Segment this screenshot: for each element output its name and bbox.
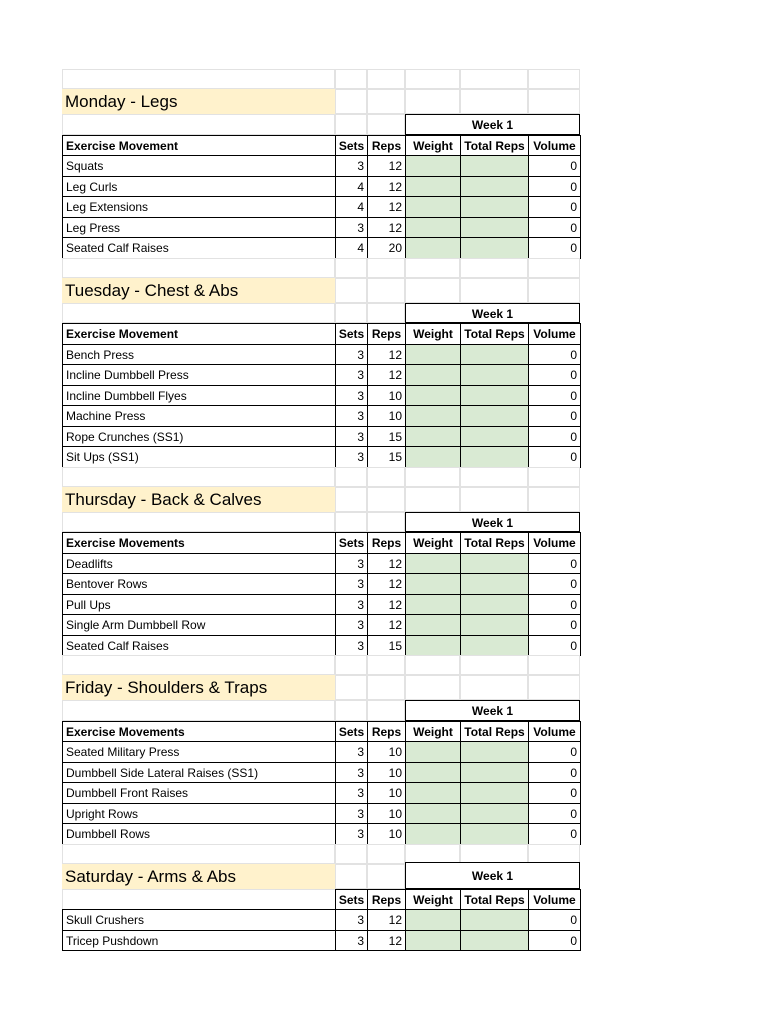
empty-cell[interactable] <box>460 675 528 700</box>
section-title: Friday - Shoulders & Traps <box>62 675 335 700</box>
total-reps-input-cell[interactable] <box>460 823 529 845</box>
total-reps-input-cell[interactable] <box>460 930 529 952</box>
empty-cell[interactable] <box>335 675 367 700</box>
reps-cell[interactable]: 15 <box>367 446 406 468</box>
column-header: Volume <box>528 721 581 743</box>
reps-cell[interactable]: 15 <box>367 635 406 657</box>
week-label: Week 1 <box>405 114 580 135</box>
weight-input-cell[interactable] <box>405 364 461 386</box>
empty-cell[interactable] <box>335 114 367 135</box>
weight-input-cell[interactable] <box>405 803 461 825</box>
weight-input-cell[interactable] <box>405 344 461 366</box>
reps-cell[interactable]: 10 <box>367 782 406 804</box>
sets-cell[interactable]: 3 <box>335 405 368 427</box>
exercise-cell[interactable]: Tricep Pushdown <box>62 930 336 952</box>
reps-cell[interactable]: 12 <box>367 155 406 177</box>
empty-cell[interactable] <box>62 655 335 675</box>
empty-cell[interactable] <box>460 655 528 675</box>
volume-cell[interactable]: 0 <box>528 930 581 952</box>
exercise-cell[interactable]: Upright Rows <box>62 803 336 825</box>
weight-input-cell[interactable] <box>405 426 461 448</box>
volume-cell[interactable]: 0 <box>528 237 581 259</box>
empty-cell[interactable] <box>528 487 580 512</box>
exercise-cell[interactable]: Bentover Rows <box>62 573 336 595</box>
empty-cell[interactable] <box>405 675 460 700</box>
exercise-cell[interactable]: Skull Crushers <box>62 909 336 931</box>
volume-cell[interactable]: 0 <box>528 553 581 575</box>
column-header: Exercise Movement <box>62 135 336 157</box>
sets-cell[interactable]: 3 <box>335 782 368 804</box>
empty-cell[interactable] <box>62 114 335 135</box>
empty-cell[interactable] <box>367 303 405 324</box>
column-header: Weight <box>405 323 461 345</box>
exercise-cell[interactable]: Dumbbell Side Lateral Raises (SS1) <box>62 762 336 784</box>
empty-cell[interactable] <box>62 303 335 324</box>
empty-cell[interactable] <box>335 487 367 512</box>
reps-cell[interactable]: 20 <box>367 237 406 259</box>
empty-cell[interactable] <box>335 655 367 675</box>
weight-input-cell[interactable] <box>405 446 461 468</box>
total-reps-input-cell[interactable] <box>460 344 529 366</box>
empty-cell[interactable] <box>335 844 367 864</box>
sets-cell[interactable]: 3 <box>335 594 368 616</box>
empty-cell[interactable] <box>405 258 460 278</box>
empty-cell[interactable] <box>62 700 335 721</box>
volume-cell[interactable]: 0 <box>528 741 581 763</box>
empty-cell[interactable] <box>460 258 528 278</box>
empty-cell[interactable] <box>528 278 580 303</box>
total-reps-input-cell[interactable] <box>460 635 529 657</box>
weight-input-cell[interactable] <box>405 762 461 784</box>
empty-cell[interactable] <box>335 69 367 89</box>
empty-cell[interactable] <box>62 844 335 864</box>
weight-input-cell[interactable] <box>405 909 461 931</box>
weight-input-cell[interactable] <box>405 614 461 636</box>
reps-cell[interactable]: 12 <box>367 930 406 952</box>
column-header: Exercise Movements <box>62 532 336 554</box>
volume-cell[interactable]: 0 <box>528 405 581 427</box>
total-reps-input-cell[interactable] <box>460 782 529 804</box>
volume-cell[interactable]: 0 <box>528 635 581 657</box>
weight-input-cell[interactable] <box>405 237 461 259</box>
sets-cell[interactable]: 3 <box>335 446 368 468</box>
empty-cell[interactable] <box>335 467 367 487</box>
exercise-cell[interactable]: Sit Ups (SS1) <box>62 446 336 468</box>
weight-input-cell[interactable] <box>405 385 461 407</box>
weight-input-cell[interactable] <box>405 782 461 804</box>
empty-cell[interactable] <box>335 258 367 278</box>
total-reps-input-cell[interactable] <box>460 196 529 218</box>
empty-cell[interactable] <box>335 512 367 533</box>
column-header: Total Reps <box>460 721 529 743</box>
empty-cell[interactable] <box>405 487 460 512</box>
reps-cell[interactable]: 10 <box>367 803 406 825</box>
empty-cell[interactable] <box>528 258 580 278</box>
weight-input-cell[interactable] <box>405 176 461 198</box>
empty-cell[interactable] <box>367 258 405 278</box>
column-header: Reps <box>367 135 406 157</box>
empty-cell[interactable] <box>460 487 528 512</box>
empty-cell[interactable] <box>367 844 405 864</box>
sets-cell[interactable]: 3 <box>335 364 368 386</box>
sets-cell[interactable]: 3 <box>335 635 368 657</box>
reps-cell[interactable]: 12 <box>367 176 406 198</box>
total-reps-input-cell[interactable] <box>460 762 529 784</box>
weight-input-cell[interactable] <box>405 405 461 427</box>
column-header: Weight <box>405 721 461 743</box>
column-header: Reps <box>367 532 406 554</box>
exercise-cell[interactable]: Dumbbell Front Raises <box>62 782 336 804</box>
sets-cell[interactable]: 3 <box>335 823 368 845</box>
empty-cell[interactable] <box>460 844 528 864</box>
volume-cell[interactable]: 0 <box>528 155 581 177</box>
volume-cell[interactable]: 0 <box>528 909 581 931</box>
empty-cell[interactable] <box>528 675 580 700</box>
sets-cell[interactable]: 3 <box>335 762 368 784</box>
reps-cell[interactable]: 12 <box>367 594 406 616</box>
empty-cell[interactable] <box>405 89 460 114</box>
total-reps-input-cell[interactable] <box>460 803 529 825</box>
column-header: Weight <box>405 532 461 554</box>
exercise-cell[interactable]: Rope Crunches (SS1) <box>62 426 336 448</box>
reps-cell[interactable]: 12 <box>367 344 406 366</box>
volume-cell[interactable]: 0 <box>528 823 581 845</box>
exercise-cell[interactable]: Seated Military Press <box>62 741 336 763</box>
column-header: Reps <box>367 323 406 345</box>
weight-input-cell[interactable] <box>405 741 461 763</box>
empty-cell[interactable] <box>62 258 335 278</box>
week-label: Week 1 <box>405 512 580 533</box>
sets-cell[interactable]: 3 <box>335 614 368 636</box>
empty-cell[interactable] <box>367 655 405 675</box>
total-reps-input-cell[interactable] <box>460 176 529 198</box>
empty-cell[interactable] <box>405 278 460 303</box>
exercise-cell[interactable]: Single Arm Dumbbell Row <box>62 614 336 636</box>
sets-cell[interactable]: 3 <box>335 741 368 763</box>
reps-cell[interactable]: 12 <box>367 217 406 239</box>
reps-cell[interactable]: 10 <box>367 405 406 427</box>
empty-cell[interactable] <box>405 655 460 675</box>
empty-cell[interactable] <box>460 467 528 487</box>
total-reps-input-cell[interactable] <box>460 426 529 448</box>
volume-cell[interactable]: 0 <box>528 385 581 407</box>
volume-cell[interactable]: 0 <box>528 426 581 448</box>
reps-cell[interactable]: 12 <box>367 909 406 931</box>
sets-cell[interactable]: 4 <box>335 237 368 259</box>
volume-cell[interactable]: 0 <box>528 573 581 595</box>
section-title: Thursday - Back & Calves <box>62 487 335 512</box>
empty-cell[interactable] <box>335 278 367 303</box>
column-header: Reps <box>367 721 406 743</box>
exercise-cell[interactable]: Machine Press <box>62 405 336 427</box>
empty-cell[interactable] <box>335 700 367 721</box>
empty-cell[interactable] <box>367 89 405 114</box>
reps-cell[interactable]: 12 <box>367 573 406 595</box>
volume-cell[interactable]: 0 <box>528 782 581 804</box>
sets-cell[interactable]: 3 <box>335 573 368 595</box>
exercise-cell[interactable]: Leg Extensions <box>62 196 336 218</box>
empty-cell[interactable] <box>367 467 405 487</box>
total-reps-input-cell[interactable] <box>460 614 529 636</box>
empty-cell[interactable] <box>367 864 405 889</box>
column-header: Total Reps <box>460 889 529 911</box>
sets-cell[interactable]: 3 <box>335 344 368 366</box>
volume-cell[interactable]: 0 <box>528 196 581 218</box>
sets-cell[interactable]: 3 <box>335 385 368 407</box>
reps-cell[interactable]: 10 <box>367 741 406 763</box>
empty-cell[interactable] <box>460 89 528 114</box>
sets-cell[interactable]: 3 <box>335 426 368 448</box>
column-header: Sets <box>335 323 368 345</box>
empty-cell[interactable] <box>62 467 335 487</box>
column-header: Sets <box>335 889 368 911</box>
total-reps-input-cell[interactable] <box>460 385 529 407</box>
sets-cell[interactable]: 3 <box>335 909 368 931</box>
volume-cell[interactable]: 0 <box>528 344 581 366</box>
column-header: Weight <box>405 889 461 911</box>
reps-cell[interactable]: 12 <box>367 614 406 636</box>
weight-input-cell[interactable] <box>405 155 461 177</box>
empty-cell[interactable] <box>528 69 580 89</box>
empty-cell[interactable] <box>405 69 460 89</box>
column-header: Volume <box>528 889 581 911</box>
exercise-cell[interactable]: Seated Calf Raises <box>62 635 336 657</box>
sets-cell[interactable]: 4 <box>335 196 368 218</box>
exercise-cell[interactable]: Incline Dumbbell Flyes <box>62 385 336 407</box>
weight-input-cell[interactable] <box>405 930 461 952</box>
empty-cell[interactable] <box>335 89 367 114</box>
exercise-cell[interactable]: Leg Curls <box>62 176 336 198</box>
sets-cell[interactable]: 3 <box>335 553 368 575</box>
exercise-cell[interactable]: Seated Calf Raises <box>62 237 336 259</box>
column-header: Sets <box>335 135 368 157</box>
empty-cell[interactable] <box>460 69 528 89</box>
volume-cell[interactable]: 0 <box>528 762 581 784</box>
column-header: Exercise Movements <box>62 721 336 743</box>
empty-cell[interactable] <box>528 655 580 675</box>
total-reps-input-cell[interactable] <box>460 573 529 595</box>
sets-cell[interactable]: 3 <box>335 803 368 825</box>
total-reps-input-cell[interactable] <box>460 237 529 259</box>
sets-cell[interactable]: 3 <box>335 930 368 952</box>
exercise-cell[interactable]: Dumbbell Rows <box>62 823 336 845</box>
section-title: Monday - Legs <box>62 89 335 114</box>
column-header: Reps <box>367 889 406 911</box>
empty-cell[interactable] <box>528 89 580 114</box>
column-header: Total Reps <box>460 135 529 157</box>
column-header: Exercise Movement <box>62 323 336 345</box>
total-reps-input-cell[interactable] <box>460 553 529 575</box>
reps-cell[interactable]: 12 <box>367 364 406 386</box>
volume-cell[interactable]: 0 <box>528 217 581 239</box>
sets-cell[interactable]: 4 <box>335 176 368 198</box>
column-header: Volume <box>528 323 581 345</box>
reps-cell[interactable]: 10 <box>367 385 406 407</box>
total-reps-input-cell[interactable] <box>460 364 529 386</box>
total-reps-input-cell[interactable] <box>460 405 529 427</box>
total-reps-input-cell[interactable] <box>460 909 529 931</box>
column-header: Volume <box>528 135 581 157</box>
column-header: Total Reps <box>460 532 529 554</box>
reps-cell[interactable]: 12 <box>367 196 406 218</box>
empty-cell[interactable] <box>367 69 405 89</box>
sets-cell[interactable]: 3 <box>335 217 368 239</box>
empty-cell[interactable] <box>367 512 405 533</box>
exercise-cell[interactable]: Deadlifts <box>62 553 336 575</box>
volume-cell[interactable]: 0 <box>528 176 581 198</box>
empty-cell[interactable] <box>367 487 405 512</box>
empty-cell[interactable] <box>528 467 580 487</box>
volume-cell[interactable]: 0 <box>528 446 581 468</box>
reps-cell[interactable]: 10 <box>367 762 406 784</box>
empty-cell[interactable] <box>367 700 405 721</box>
weight-input-cell[interactable] <box>405 573 461 595</box>
total-reps-input-cell[interactable] <box>460 594 529 616</box>
empty-cell[interactable] <box>62 512 335 533</box>
exercise-cell[interactable]: Squats <box>62 155 336 177</box>
total-reps-input-cell[interactable] <box>460 741 529 763</box>
empty-cell[interactable] <box>335 303 367 324</box>
column-header: Total Reps <box>460 323 529 345</box>
empty-cell[interactable] <box>367 675 405 700</box>
volume-cell[interactable]: 0 <box>528 594 581 616</box>
exercise-cell[interactable]: Bench Press <box>62 344 336 366</box>
weight-input-cell[interactable] <box>405 217 461 239</box>
weight-input-cell[interactable] <box>405 196 461 218</box>
column-header: Sets <box>335 721 368 743</box>
empty-cell[interactable] <box>62 69 335 89</box>
total-reps-input-cell[interactable] <box>460 446 529 468</box>
weight-input-cell[interactable] <box>405 823 461 845</box>
total-reps-input-cell[interactable] <box>460 155 529 177</box>
reps-cell[interactable]: 10 <box>367 823 406 845</box>
section-title: Saturday - Arms & Abs <box>62 864 335 889</box>
reps-cell[interactable]: 12 <box>367 553 406 575</box>
empty-cell[interactable] <box>460 278 528 303</box>
week-label: Week 1 <box>405 700 580 721</box>
exercise-cell[interactable]: Incline Dumbbell Press <box>62 364 336 386</box>
column-header: Sets <box>335 532 368 554</box>
column-header: Volume <box>528 532 581 554</box>
volume-cell[interactable]: 0 <box>528 614 581 636</box>
empty-cell[interactable] <box>367 278 405 303</box>
exercise-cell[interactable]: Pull Ups <box>62 594 336 616</box>
empty-cell[interactable] <box>335 864 367 889</box>
exercise-cell[interactable]: Leg Press <box>62 217 336 239</box>
week-label: Week 1 <box>405 862 580 889</box>
volume-cell[interactable]: 0 <box>528 364 581 386</box>
column-header <box>62 889 336 911</box>
weight-input-cell[interactable] <box>405 553 461 575</box>
reps-cell[interactable]: 15 <box>367 426 406 448</box>
sets-cell[interactable]: 3 <box>335 155 368 177</box>
empty-cell[interactable] <box>405 844 460 864</box>
total-reps-input-cell[interactable] <box>460 217 529 239</box>
section-title: Tuesday - Chest & Abs <box>62 278 335 303</box>
weight-input-cell[interactable] <box>405 635 461 657</box>
weight-input-cell[interactable] <box>405 594 461 616</box>
empty-cell[interactable] <box>367 114 405 135</box>
week-label: Week 1 <box>405 303 580 324</box>
column-header: Weight <box>405 135 461 157</box>
empty-cell[interactable] <box>405 467 460 487</box>
empty-cell[interactable] <box>528 844 580 864</box>
volume-cell[interactable]: 0 <box>528 803 581 825</box>
